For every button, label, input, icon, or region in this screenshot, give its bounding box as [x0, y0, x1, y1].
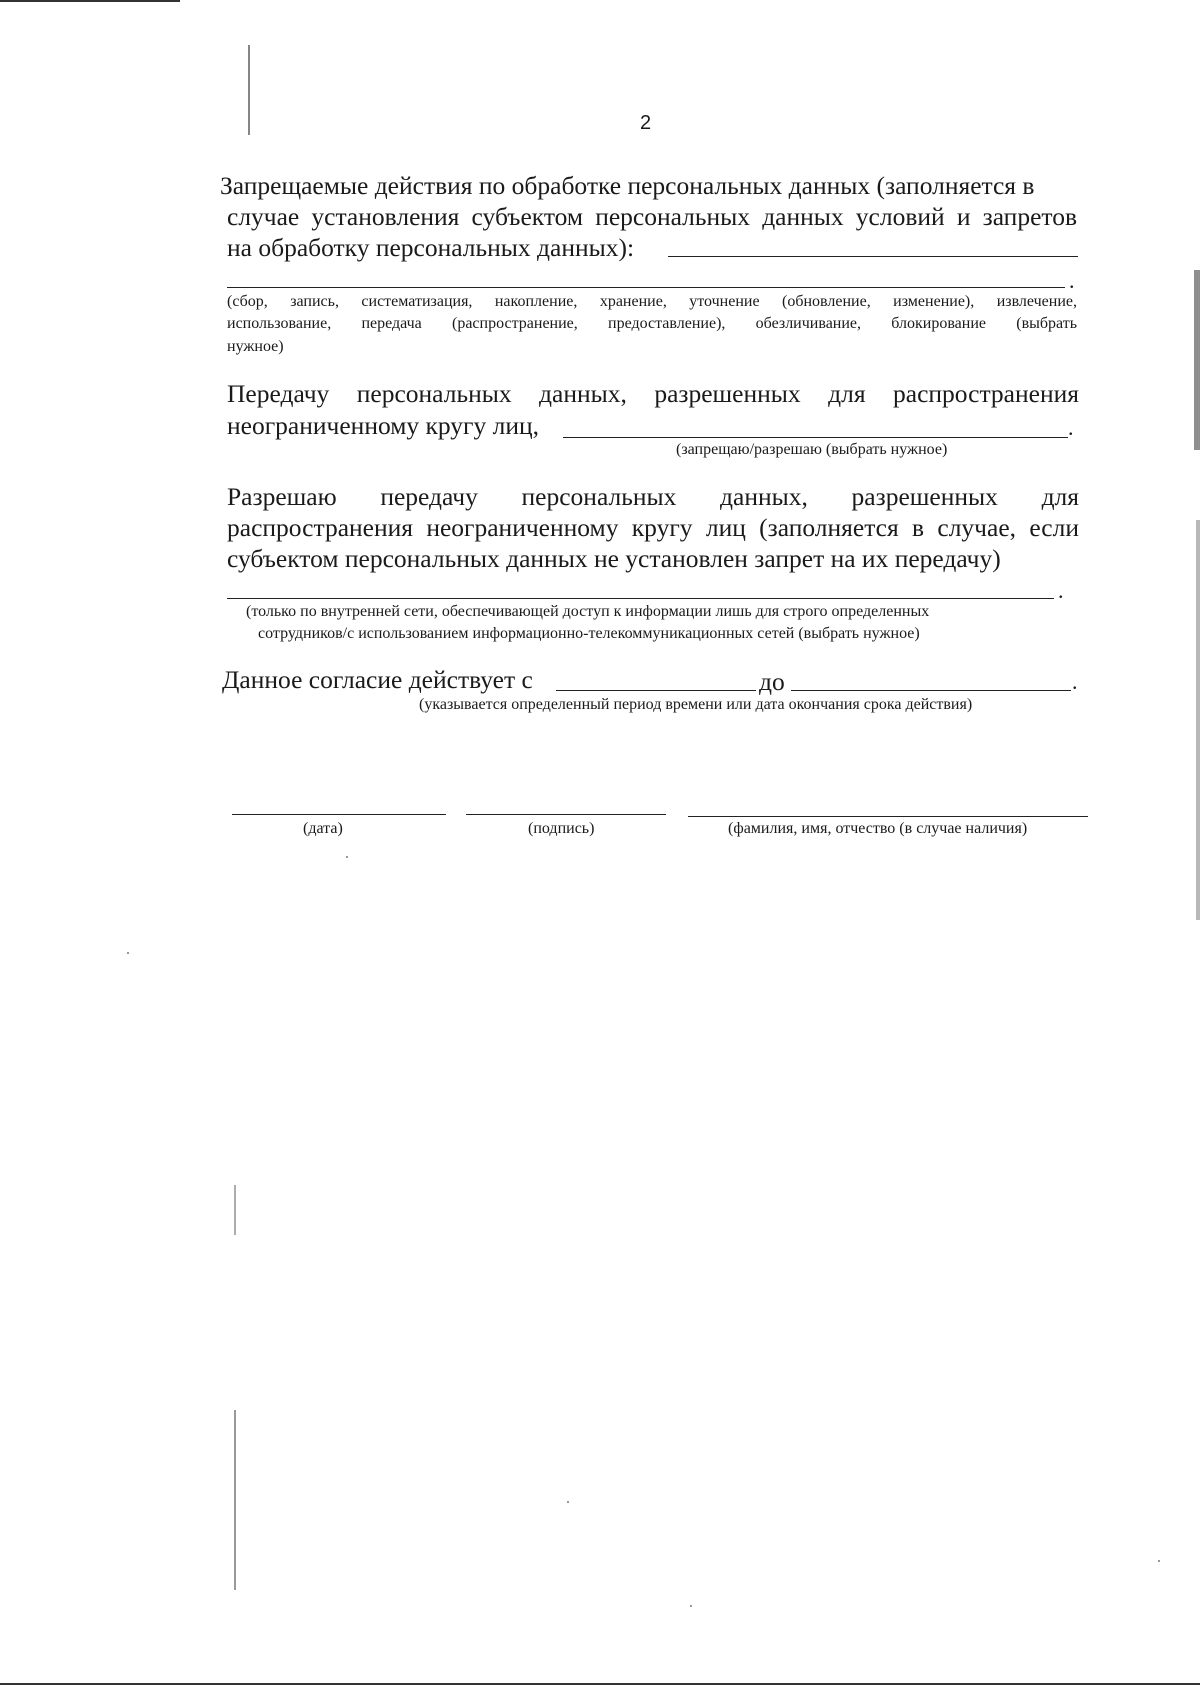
scan-edge-right: [1194, 270, 1200, 450]
scan-edge-top: [0, 0, 180, 2]
permit-line1: Разрешаю передачу персональных данных, разрешенных для: [227, 482, 1079, 511]
permit-line3: субъектом персональных данных не установлен запрет на их передачу): [227, 544, 1001, 573]
validity-note: (указывается определенный период времени или дата окончания срока действия): [419, 696, 973, 713]
permit-scope-field[interactable]: [227, 598, 1054, 599]
transfer-choice-field[interactable]: [563, 437, 1068, 438]
prohibited-actions-field-1[interactable]: [668, 256, 1078, 257]
page-number: 2: [640, 112, 652, 134]
validity-prefix: Данное согласие действует с: [222, 665, 533, 694]
scan-speck: [1158, 1560, 1160, 1562]
prohibited-actions-note-line1: (сбор, запись, систематизация, накопление, хранение, уточнение (обновление, изменение), извлечение,: [227, 293, 1077, 310]
scan-margin-mark-2: [234, 1410, 236, 1590]
full-name-field[interactable]: [688, 816, 1088, 817]
transfer-note: (запрещаю/разрешаю (выбрать нужное): [676, 441, 948, 458]
full-name-label: (фамилия, имя, отчество (в случае наличия): [728, 820, 1028, 837]
date-label: (дата): [303, 820, 343, 837]
prohibited-actions-field-2[interactable]: [227, 287, 1065, 288]
period-mark: .: [1058, 578, 1064, 603]
date-field[interactable]: [232, 814, 446, 815]
validity-middle: до: [759, 667, 785, 696]
transfer-line1: Передачу персональных данных, разрешенных для распространения: [227, 379, 1079, 408]
period-mark: .: [1068, 415, 1074, 440]
validity-start-field[interactable]: [556, 690, 756, 691]
prohibited-actions-line1: Запрещаемые действия по обработке персональных данных (заполняется в: [220, 171, 1035, 200]
signature-field[interactable]: [466, 814, 666, 815]
prohibited-actions-note-line3: нужное): [227, 338, 284, 355]
prohibited-actions-note-line2: использование, передача (распространение, предоставление), обезличивание, блокирование (выбрать: [227, 315, 1077, 332]
scan-speck: [346, 856, 348, 858]
scan-margin-mark-3: [234, 1185, 236, 1235]
transfer-line2: неограниченному кругу лиц,: [227, 411, 540, 440]
permit-note-line2: сотрудников/с использованием информационно-телекоммуникационных сетей (выбрать нужное): [258, 625, 920, 642]
period-mark: .: [1072, 669, 1078, 694]
scan-speck: [567, 1501, 569, 1503]
period-mark: .: [1069, 268, 1075, 293]
scan-speck: [690, 1605, 692, 1607]
scan-speck: [127, 952, 129, 954]
signature-label: (подпись): [528, 820, 595, 837]
permit-line2: распространения неограниченному кругу лиц (заполняется в случае, если: [227, 513, 1079, 542]
scan-edge-right-2: [1196, 520, 1200, 920]
permit-note-line1: (только по внутренней сети, обеспечивающей доступ к информации лишь для строго определенных: [246, 603, 930, 620]
prohibited-actions-line2: случае установления субъектом персональных данных условий и запретов: [227, 202, 1077, 231]
validity-end-field[interactable]: [791, 690, 1071, 691]
prohibited-actions-line3: на обработку персональных данных):: [227, 233, 635, 262]
scan-margin-mark: [248, 45, 250, 135]
